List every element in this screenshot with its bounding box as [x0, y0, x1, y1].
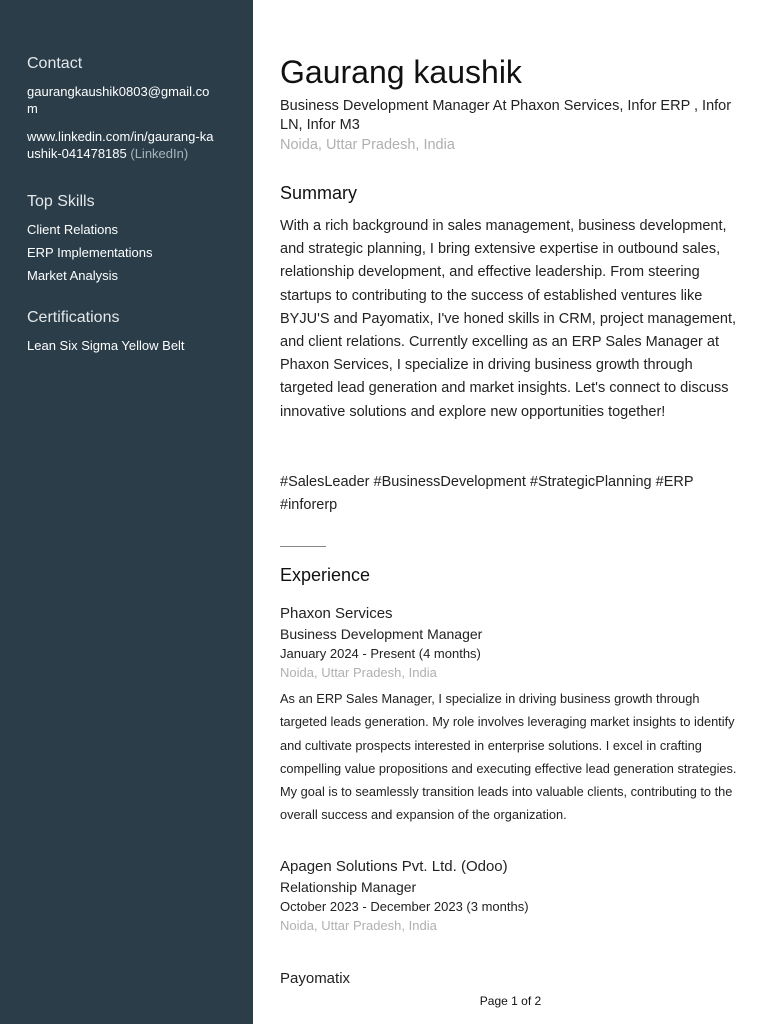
job-location: Noida, Uttar Pradesh, India [280, 665, 437, 680]
job-description: As an ERP Sales Manager, I specialize in driving business growth through targeted leads generation. My role involves leveraging market insights to identify and cultivate prospects interested in enterprise solutions. I excel in crafting compelling value propositions and executing effective lead generation strategies. My goal is to seamlessly transition leads into valuable clients, contributing to the overall success and expansion of the organization. [280, 691, 737, 823]
contact-email[interactable]: gaurangkaushik0803@gmail.com [27, 84, 210, 116]
page-number: Page 1 of 2 [479, 994, 542, 1008]
section-divider [280, 546, 326, 547]
job-dates: January 2024 - Present (4 months) [280, 646, 481, 661]
sidebar [0, 0, 253, 1024]
summary-title: Summary [280, 183, 358, 203]
job-role: Relationship Manager [280, 879, 417, 895]
experience-item [280, 969, 740, 989]
top-skills-section [27, 192, 227, 290]
summary-hashtags: #SalesLeader #BusinessDevelopment #StrategicPlanning #ERP #inforerp [280, 474, 694, 513]
linkedin-url[interactable]: www.linkedin.com/in/gaurang-kaushik-041478185 [27, 129, 214, 161]
skill-item: Client Relations [27, 222, 119, 237]
skill-item: Market Analysis [27, 268, 119, 283]
contact-linkedin[interactable] [27, 128, 217, 162]
experience-item [280, 857, 740, 935]
certification-item: Lean Six Sigma Yellow Belt [27, 338, 185, 353]
summary-text: With a rich background in sales management, business development, and strategic planning, I bring extensive expertise in outbound sales, relationship development, and effective leadership. From steering startups to contributing to the success of established ventures like BYJU'S and Payomatix, I've honed skills in CRM, project management, and client relations. Currently excelling as an ERP Sales Manager at Phaxon Services, I specialize in driving business growth through targeted lead generation and market insights. Let's connect to discuss innovative solutions and explore new opportunities together! [280, 218, 737, 420]
job-dates: October 2023 - December 2023 (3 months) [280, 899, 529, 914]
job-location: Noida, Uttar Pradesh, India [280, 918, 437, 933]
linkedin-label: (LinkedIn) [130, 146, 189, 161]
contact-section [27, 54, 227, 162]
skill-item: ERP Implementations [27, 245, 153, 260]
job-role: Business Development Manager [280, 626, 483, 642]
job-company: Payomatix [280, 970, 351, 987]
experience-item [280, 604, 740, 827]
job-company: Phaxon Services [280, 605, 393, 622]
experience-title: Experience [280, 565, 371, 585]
profile-headline: Business Development Manager At Phaxon Services, Infor ERP , Infor LN, Infor M3 [280, 98, 732, 133]
profile-location: Noida, Uttar Pradesh, India [280, 137, 455, 153]
certifications-section [27, 308, 227, 360]
certifications-heading: Certifications [27, 309, 120, 326]
profile-name: Gaurang kaushik [280, 54, 522, 90]
contact-heading: Contact [27, 55, 83, 72]
top-skills-heading: Top Skills [27, 193, 95, 210]
job-company: Apagen Solutions Pvt. Ltd. (Odoo) [280, 858, 508, 875]
